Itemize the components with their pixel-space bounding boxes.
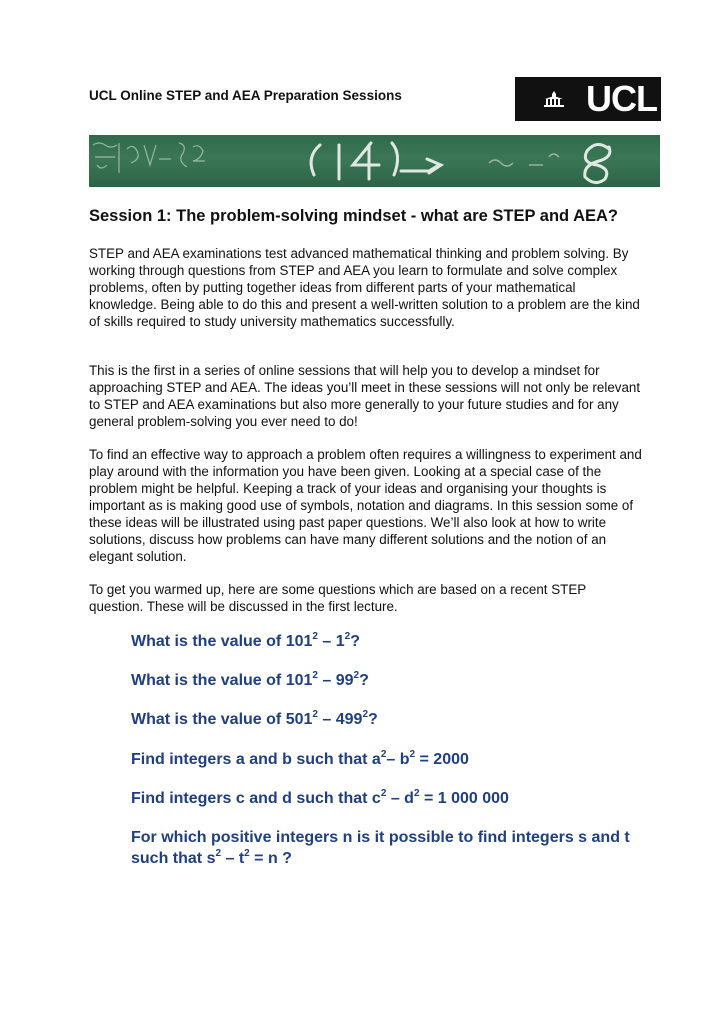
warmup-paragraph: To get you warmed up, here are some questions which are based on a recent STEP question. These will be discussed in the first lecture. <box>89 582 586 614</box>
question-2: What is the value of $101^2 - 99^2$? <box>131 670 369 689</box>
question-6: For which positive integers n is it possible to find integers s and t such that $s^2 - t^2 = n$ ? <box>131 829 630 867</box>
document-header-title: UCL Online STEP and AEA Preparation Sessions <box>89 88 402 103</box>
intro-paragraph: STEP and AEA examinations test advanced mathematical thinking and problem solving. By working through questions from STEP and AEA you learn to formulate and solve complex problems, often by putting together ideas from different parts of your mathematical knowledge. Being able to do this and present a well-written solution to a problem are the kind of skills required to study university mathematics successfully. <box>89 246 640 329</box>
question-4: Find integers a and b such that $a^2-$ $b^2 = 2000$ <box>131 749 469 768</box>
logo-text: UCL <box>586 78 657 119</box>
session-title: Session 1: The problem-solving mindset - what are STEP and AEA? <box>89 207 619 225</box>
question-3: What is the value of $501^2 - 499^2$? <box>131 709 378 728</box>
ucl-logo <box>515 77 661 121</box>
approach-paragraph: To find an effective way to approach a problem often requires a willingness to experiment and play around with the information you have been given. Looking at a special case of the problem might be helpful. Keeping a track of your ideas and organising your thoughts is important as is making good use of symbols, notation and diagrams. In this session some of these ideas will be illustrated using past paper questions. We’ll also look at how to write solutions, discuss how problems can have many different solutions and the notion of an elegant solution. <box>89 447 642 564</box>
series-paragraph: This is the first in a series of online sessions that will help you to develop a mindset for approaching STEP and AEA. The ideas you’ll meet in these sessions will not only be relevant to STEP and AEA examinations but also more generally to your future studies and for any general problem-solving you ever need to do! <box>89 363 641 429</box>
question-5: Find integers c and d such that $c^2 - d^2 = 1$ 000 000 <box>131 788 509 807</box>
chalk-writing-image <box>89 135 660 187</box>
question-1: What is the value of $101^2 - 1^2$? <box>131 631 360 650</box>
chalkboard-banner <box>89 135 660 187</box>
portico-icon <box>543 91 565 107</box>
